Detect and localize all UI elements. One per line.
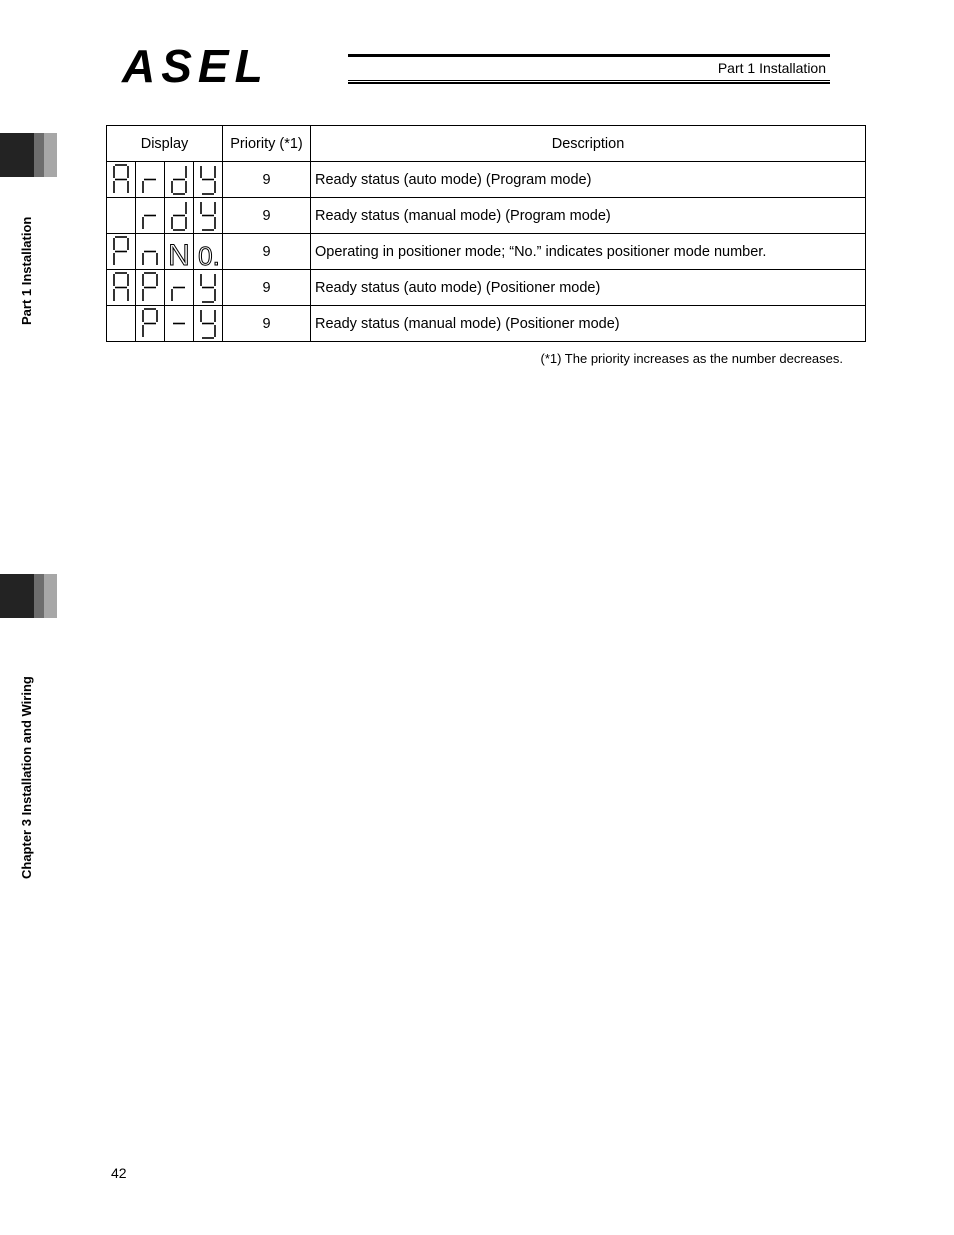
display-digit	[170, 307, 188, 340]
display-digit	[141, 271, 159, 304]
display-digit	[141, 235, 159, 268]
description-cell: Ready status (manual mode) (Program mode)	[311, 198, 866, 234]
page-number: 42	[111, 1165, 127, 1181]
status-display-table	[106, 125, 866, 342]
display-cell	[165, 162, 194, 198]
description-cell: Operating in positioner mode; “No.” indicates positioner mode number.	[311, 234, 866, 270]
display-digit	[198, 235, 220, 271]
display-digit	[112, 271, 130, 304]
display-digit	[141, 307, 159, 340]
table-row	[107, 306, 866, 342]
display-cell	[136, 162, 165, 198]
display-cell	[194, 234, 223, 270]
side-part-label: Part 1 Installation	[19, 216, 34, 325]
header-rule	[348, 54, 830, 57]
display-digit	[141, 163, 159, 196]
table-row	[107, 234, 866, 270]
priority-cell: 9	[223, 270, 311, 306]
display-digit	[170, 163, 188, 196]
header-priority: Priority (*1)	[223, 126, 311, 162]
display-digit	[112, 307, 130, 340]
display-cell	[107, 306, 136, 342]
description-cell: Ready status (manual mode) (Positioner mode)	[311, 306, 866, 342]
priority-cell: 9	[223, 198, 311, 234]
display-cell	[136, 306, 165, 342]
display-cell	[165, 198, 194, 234]
side-chapter-label: Chapter 3 Installation and Wiring	[19, 676, 34, 879]
display-cell	[107, 234, 136, 270]
display-digit	[199, 271, 217, 304]
header-description: Description	[311, 126, 866, 162]
header-part-label: Part 1 Installation	[717, 60, 826, 76]
display-digit	[170, 271, 188, 304]
table-row	[107, 162, 866, 198]
display-cell	[165, 306, 194, 342]
display-cell	[136, 234, 165, 270]
display-digit	[170, 199, 188, 232]
display-digit	[199, 163, 217, 196]
display-cell	[194, 306, 223, 342]
display-cell	[194, 198, 223, 234]
display-cell	[165, 234, 194, 270]
side-tab-part	[0, 133, 57, 177]
svg-text:N: N	[168, 239, 190, 272]
priority-cell: 9	[223, 234, 311, 270]
display-digit	[112, 163, 130, 196]
side-tab-chapter	[0, 574, 57, 618]
svg-text:0.: 0.	[198, 241, 220, 271]
header-display: Display	[107, 126, 223, 162]
header-rule	[348, 80, 830, 81]
display-digit	[168, 235, 190, 272]
description-cell: Ready status (auto mode) (Program mode)	[311, 162, 866, 198]
description-cell: Ready status (auto mode) (Positioner mode)	[311, 270, 866, 306]
priority-cell: 9	[223, 306, 311, 342]
table-row	[107, 270, 866, 306]
table-row	[107, 198, 866, 234]
display-digit	[112, 235, 130, 268]
display-cell	[136, 270, 165, 306]
display-digit	[199, 307, 217, 340]
svg-text:ASEL: ASEL	[122, 40, 269, 92]
priority-cell: 9	[223, 162, 311, 198]
display-cell	[194, 270, 223, 306]
asel-logo	[120, 40, 345, 90]
display-cell	[107, 198, 136, 234]
table-header-row	[107, 126, 866, 162]
display-digit	[112, 199, 130, 232]
display-cell	[107, 162, 136, 198]
header-rule	[348, 82, 830, 84]
display-cell	[194, 162, 223, 198]
display-digit	[141, 199, 159, 232]
display-cell	[136, 198, 165, 234]
display-digit	[199, 199, 217, 232]
footnote: (*1) The priority increases as the number decreases.	[540, 351, 843, 366]
display-cell	[165, 270, 194, 306]
display-cell	[107, 270, 136, 306]
